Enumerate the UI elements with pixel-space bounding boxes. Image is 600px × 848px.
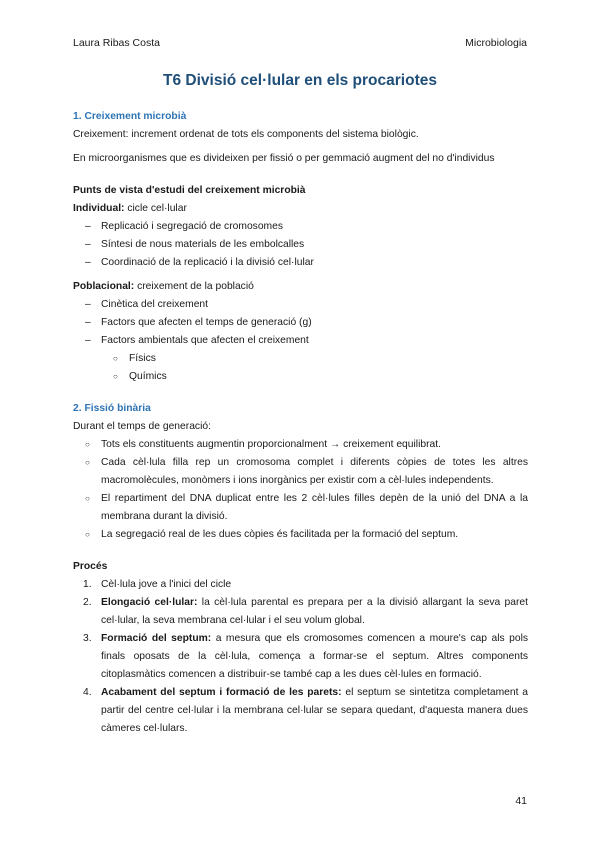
- section2-intro: Durant el temps de generació:: [73, 421, 211, 432]
- list-item: [73, 684, 528, 738]
- step-text: Cèl·lula jove a l'inici del cicle: [101, 579, 232, 590]
- list-item: [73, 594, 528, 630]
- step-label: Elongació cel·lular:: [101, 597, 198, 608]
- individual-text: cicle cel·lular: [124, 203, 187, 214]
- list-item: [73, 630, 528, 684]
- header-subject: Microbiologia: [465, 37, 527, 49]
- list-item: ○ Físics: [73, 350, 528, 368]
- list-item: – Síntesi de nous materials de les embolcalles: [73, 236, 528, 254]
- population-list: [73, 296, 528, 350]
- process-heading: Procés: [73, 561, 108, 572]
- growth-definition-label: Creixement:: [73, 129, 129, 140]
- list-item: ○ Cada cèl·lula filla rep un cromosoma complet i diferents còpies de totes les altres macromolècules, monòmers i ions inorgànics per existir com a cèl·lules independents.: [73, 454, 528, 490]
- list-item: – Coordinació de la replicació i la divisió cel·lular: [73, 254, 528, 272]
- list-item: – Cinètica del creixement: [73, 296, 528, 314]
- population-line: [73, 278, 528, 296]
- list-item: [73, 576, 528, 594]
- step-text: la cèl·lula parental es prepara per a la divisió allargant la seva paret cel·lular, la seva membrana cel·lular i el seu volum global.: [101, 597, 529, 626]
- growth-definition: [73, 126, 528, 144]
- list-item: ○ Tots els constituents augmentin proporcionalment → creixement equilibrat.: [73, 436, 528, 454]
- step-text: a mesura que els cromosomes comencen a moure's cap als pols finals oposats de la cèl·lula, comença a formar-se el septum. Altres components citoplasmàtics comencen a distribuir-se també cap a les dues cèl·lules en formació.: [101, 633, 529, 680]
- list-item: – Replicació i segregació de cromosomes: [73, 218, 528, 236]
- list-item: – Factors ambientals que afecten el creixement: [73, 332, 528, 350]
- step-label: Formació del septum:: [101, 633, 212, 644]
- population-text: creixement de la població: [134, 281, 254, 292]
- section2-heading: 2. Fissió binària: [73, 403, 151, 414]
- page-title: T6 Divisió cel·lular en els procariotes: [163, 72, 437, 89]
- step-number: 4.: [83, 687, 92, 698]
- list-item: ○ La segregació real de les dues còpies és facilitada per la formació del septum.: [73, 526, 528, 544]
- header-author: Laura Ribas Costa: [73, 37, 160, 49]
- list-item: ○ Químics: [73, 368, 528, 386]
- list-item: – Factors que afecten el temps de generació (g): [73, 314, 528, 332]
- step-number: 1.: [83, 579, 92, 590]
- step-label: Acabament del septum i formació de les parets:: [101, 687, 342, 698]
- step-number: 2.: [83, 597, 92, 608]
- page-number: 41: [515, 795, 527, 807]
- process-list: [73, 576, 528, 738]
- population-label: Poblacional:: [73, 281, 135, 292]
- step-number: 3.: [83, 633, 92, 644]
- individual-label: Individual:: [73, 203, 125, 214]
- individual-line: [73, 200, 528, 218]
- section1-heading: 1. Creixement microbià: [73, 111, 187, 122]
- list-item: ○ El repartiment del DNA duplicat entre les 2 cèl·lules filles depèn de la unió del DNA a la membrana durant la divisió.: [73, 490, 528, 526]
- growth-paragraph: En microorganismes que es divideixen per fissió o per gemmació augment del no d'individus: [73, 153, 495, 164]
- factor-list: [73, 350, 528, 386]
- step-text: el septum se sintetitza completament a partir del centre cel·lular i la membrana cel·lular se separa quedant, d'aquesta manera dues càmeres cel·lulars.: [101, 687, 528, 734]
- fission-list: [73, 436, 528, 544]
- viewpoints-heading: Punts de vista d'estudi del creixement microbià: [73, 185, 306, 196]
- individual-list: [73, 218, 528, 272]
- growth-definition-text: increment ordenat de tots els components del sistema biològic.: [128, 129, 419, 140]
- document-body: [73, 108, 528, 738]
